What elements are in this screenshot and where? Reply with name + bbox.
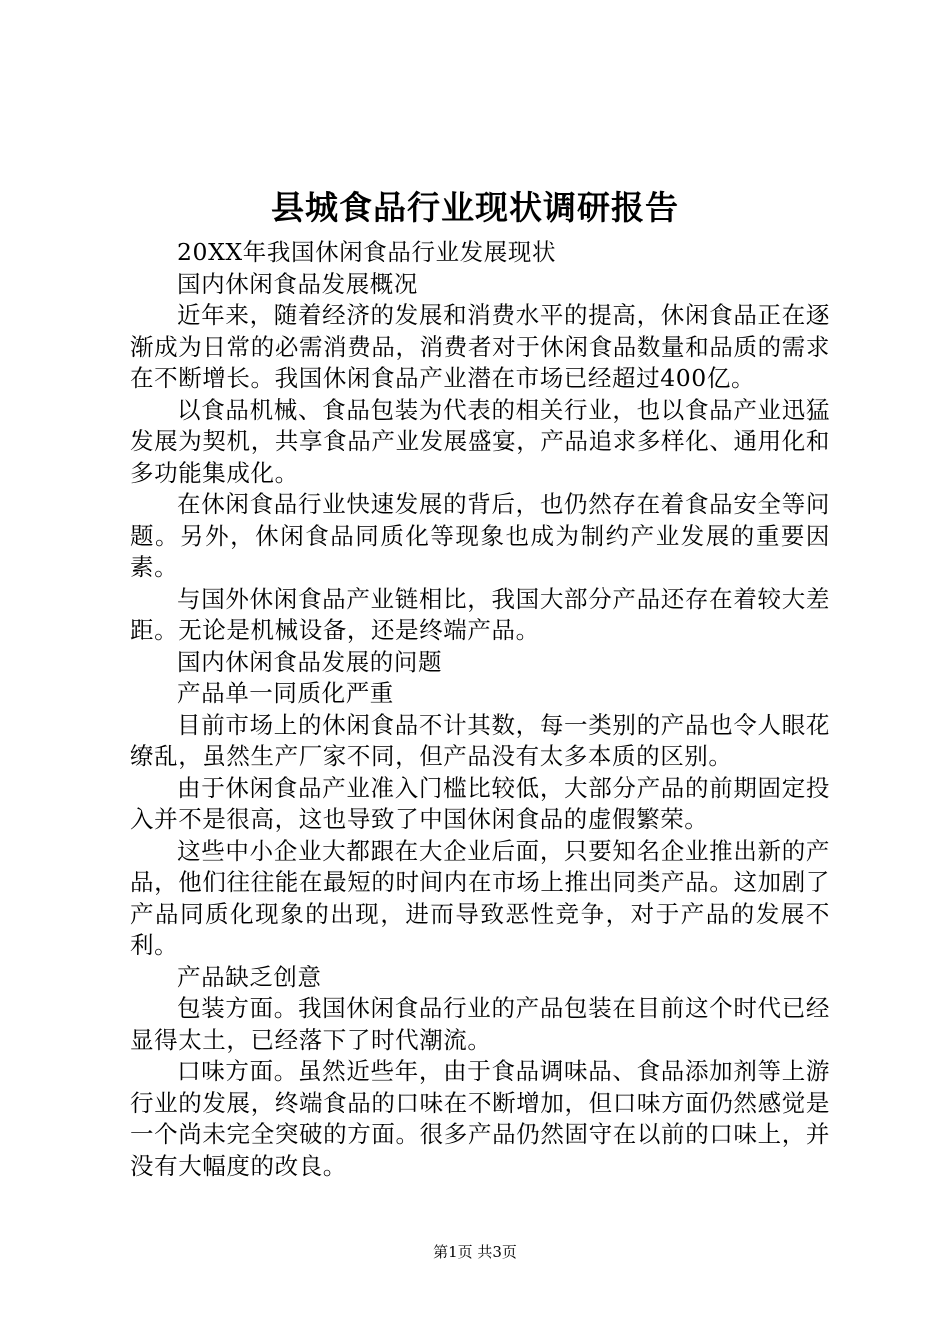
subsection-heading: 产品缺乏创意 [177,962,322,991]
page-footer: 第1页 共3页 [433,1243,517,1261]
body-paragraph: 以食品机械、食品包装为代表的相关行业，也以食品产业迅猛发展为契机，共享食品产业发展盛宴，产品追求多样化、通用化和多功能集成化。 [130,395,830,487]
body-paragraph: 在休闲食品行业快速发展的背后，也仍然存在着食品安全等问题。另外，休闲食品同质化等现象也成为制约产业发展的重要因素。 [130,490,830,581]
subsection-heading: 产品单一同质化严重 [177,679,394,707]
body-paragraph: 包装方面。我国休闲食品行业的产品包装在目前这个时代已经显得太土，已经落下了时代潮流。 [130,994,830,1054]
section-heading: 20XX年我国休闲食品行业发展现状 [177,238,557,266]
body-paragraph: 由于休闲食品产业准入门槛比较低，大部分产品的前期固定投入并不是很高，这也导致了中国休闲食品的虚假繁荣。 [130,773,830,833]
body-paragraph: 与国外休闲食品产业链相比，我国大部分产品还存在着较大差距。无论是机械设备，还是终端产品。 [130,584,830,644]
document-title: 县城食品行业现状调研报告 [271,188,679,227]
body-paragraph: 目前市场上的休闲食品不计其数，每一类别的产品也令人眼花缭乱，虽然生产厂家不同，但产品没有太多本质的区别。 [130,710,830,770]
document-body [130,237,830,1182]
subsection-heading: 国内休闲食品发展概况 [177,269,418,298]
body-paragraph: 近年来，随着经济的发展和消费水平的提高，休闲食品正在逐渐成为日常的必需消费品，消费者对于休闲食品数量和品质的需求在不断增长。我国休闲食品产业潜在市场已经超过400亿。 [130,301,830,392]
body-paragraph: 这些中小企业大都跟在大企业后面，只要知名企业推出新的产品，他们往往能在最短的时间内在市场上推出同类产品。这加剧了产品同质化现象的出现，进而导致恶性竞争，对于产品的发展不利。 [130,836,830,959]
subsection-heading: 国内休闲食品发展的问题 [177,647,443,676]
body-paragraph: 口味方面。虽然近些年，由于食品调味品、食品添加剂等上游行业的发展，终端食品的口味在不断增加，但口味方面仍然感觉是一个尚未完全突破的方面。很多产品仍然固守在以前的口味上，并没有大幅度的改良。 [130,1057,830,1180]
